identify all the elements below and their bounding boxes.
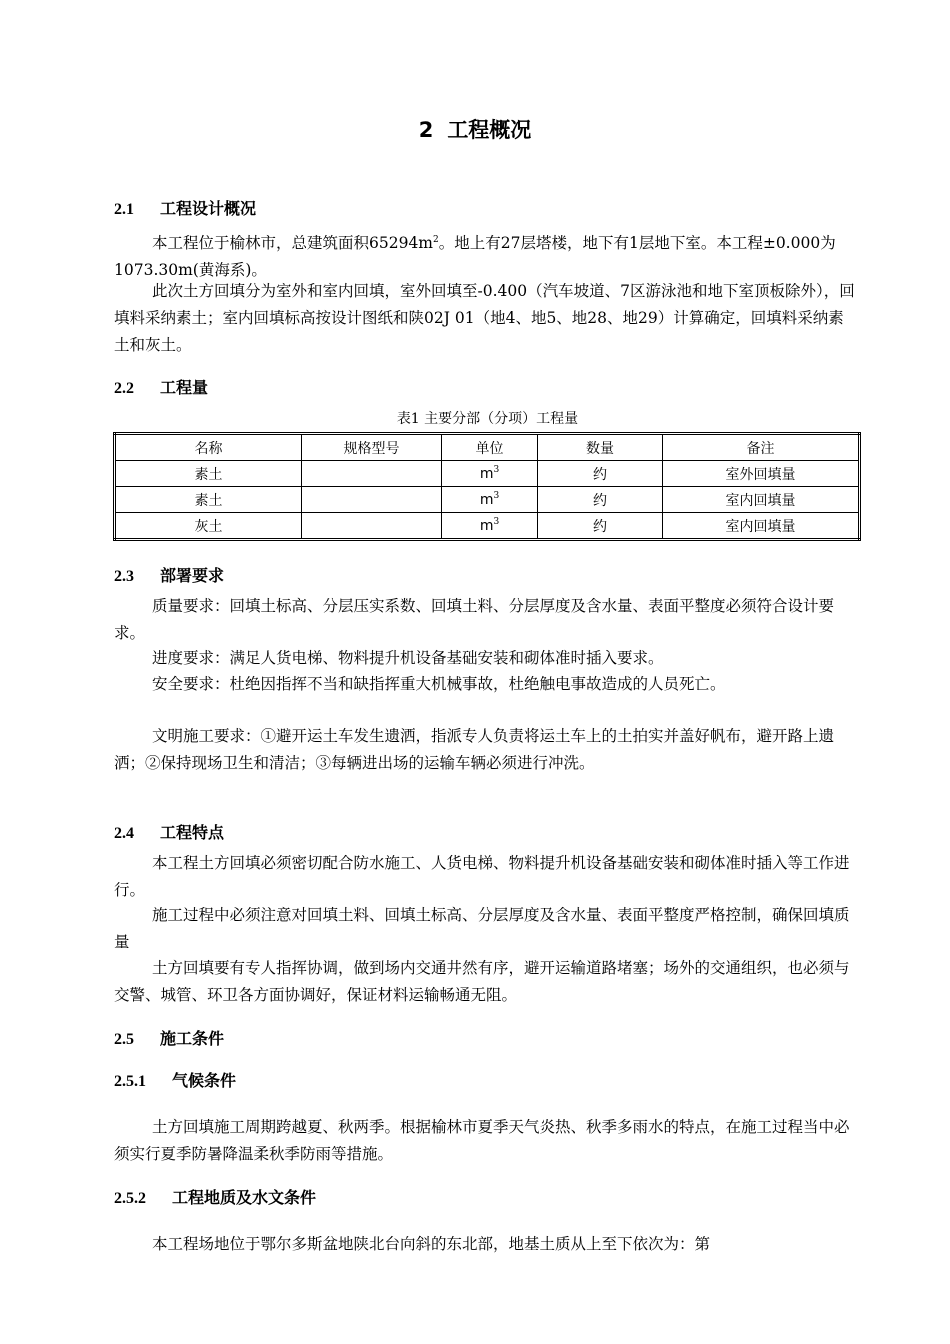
header-cell: 名称 <box>115 434 302 461</box>
section-number: 2.2 <box>114 380 134 397</box>
table-cell: 约 <box>538 513 663 540</box>
section-title: 工程地质及水文条件 <box>172 1188 317 1207</box>
section-heading-2-3 <box>114 563 224 586</box>
section-number: 2.5.2 <box>114 1190 146 1207</box>
header-cell: 规格型号 <box>302 434 442 461</box>
section-number: 2.5.1 <box>114 1073 146 1090</box>
superscript: 3 <box>493 491 500 501</box>
section-title: 工程量 <box>160 378 209 397</box>
section-number: 2.5 <box>114 1031 134 1048</box>
section-title: 工程设计概况 <box>160 199 257 218</box>
paragraph: 质量要求：回填土标高、分层压实系数、回填土料、分层厚度及含水量、表面平整度必须符合设计要求。 <box>114 597 835 642</box>
section-number: 2.1 <box>114 201 134 218</box>
table-cell <box>442 487 538 513</box>
chapter-heading <box>0 114 950 144</box>
section-heading-2-1 <box>114 196 256 219</box>
paragraph: 本工程土方回填必须密切配合防水施工、人货电梯、物料提升机设备基础安装和砌体准时插入等工作进行。 <box>114 854 850 899</box>
table-cell: 约 <box>538 461 663 487</box>
table-cell <box>442 513 538 540</box>
paragraph: 文明施工要求：①避开运土车发生遗洒，指派专人负责将运土车上的土拍实并盖好帆布，避开路上遗洒；②保持现场卫生和清洁；③每辆进出场的运输车辆必须进行冲洗。 <box>114 727 835 772</box>
section-heading-2-4 <box>114 820 224 843</box>
table-cell <box>442 461 538 487</box>
chapter-title: 工程概况 <box>447 118 532 142</box>
table-cell: 室内回填量 <box>663 487 860 513</box>
superscript: 3 <box>493 465 500 475</box>
superscript: 3 <box>493 517 500 527</box>
superscript: 2 <box>433 235 439 245</box>
table-header-row <box>115 434 860 461</box>
table-cell: 室内回填量 <box>663 513 860 540</box>
unit-text: m <box>479 492 494 508</box>
chapter-number: 2 <box>418 118 434 142</box>
table-row <box>115 487 860 513</box>
paragraph: 施工过程中必须注意对回填土料、回填土标高、分层厚度及含水量、表面平整度严格控制，确保回填质量 <box>114 906 850 951</box>
section-heading-2-5-2 <box>114 1185 316 1208</box>
header-cell: 备注 <box>663 434 860 461</box>
section-title: 气候条件 <box>172 1071 237 1090</box>
section-number: 2.4 <box>114 825 134 842</box>
section-heading-2-5 <box>114 1026 224 1049</box>
paragraph: 进度要求：满足人货电梯、物料提升机设备基础安装和砌体准时插入要求。 <box>152 649 664 667</box>
header-cell: 单位 <box>442 434 538 461</box>
paragraph: 土方回填要有专人指挥协调，做到场内交通井然有序，避开运输道路堵塞；场外的交通组织，也必须与交警、城管、环卫各方面协调好，保证材料运输畅通无阻。 <box>114 959 850 1004</box>
section-number: 2.3 <box>114 568 134 585</box>
header-cell: 数量 <box>538 434 663 461</box>
table-cell: 素土 <box>115 487 302 513</box>
table-row <box>115 461 860 487</box>
table-cell: 灰土 <box>115 513 302 540</box>
table-cell: 室外回填量 <box>663 461 860 487</box>
section-title: 施工条件 <box>160 1029 225 1048</box>
paragraph: 土方回填施工周期跨越夏、秋两季。根据榆林市夏季天气炎热、秋季多雨水的特点，在施工过程当中必须实行夏季防暑降温柔秋季防雨等措施。 <box>114 1118 850 1163</box>
section-title: 工程特点 <box>160 823 225 842</box>
table-row <box>115 513 860 540</box>
section-heading-2-5-1 <box>114 1068 236 1091</box>
paragraph <box>114 227 858 284</box>
table-cell <box>302 461 442 487</box>
table-cell <box>302 487 442 513</box>
paragraph: 安全要求：杜绝因指挥不当和缺指挥重大机械事故，杜绝触电事故造成的人员死亡。 <box>152 675 726 693</box>
table-caption: 表1 主要分部（分项）工程量 <box>396 411 579 427</box>
paragraph: 此次土方回填分为室外和室内回填，室外回填至-0.400（汽车坡道、7区游泳池和地下室顶板除外），回填料采纳素土；室内回填标高按设计图纸和陕02J 01（地4、地5、地28、地29）计算确定，回填料采纳素土和灰土。 <box>114 282 855 354</box>
table-cell: 素土 <box>115 461 302 487</box>
quantities-table <box>113 432 861 541</box>
table-cell <box>302 513 442 540</box>
text-run: 。地上有27层塔楼，地下有1层地下室。本工程±0.000为1073.30m(黄海系)。 <box>114 234 836 279</box>
section-heading-2-2 <box>114 375 208 398</box>
paragraph: 本工程场地位于鄂尔多斯盆地陕北台向斜的东北部，地基土质从上至下依次为：第 <box>152 1235 711 1253</box>
table-cell: 约 <box>538 487 663 513</box>
unit-text: m <box>479 466 494 482</box>
section-title: 部署要求 <box>160 566 225 585</box>
unit-text: m <box>479 518 494 534</box>
text-run: 本工程位于榆林市，总建筑面积65294m <box>152 234 434 252</box>
